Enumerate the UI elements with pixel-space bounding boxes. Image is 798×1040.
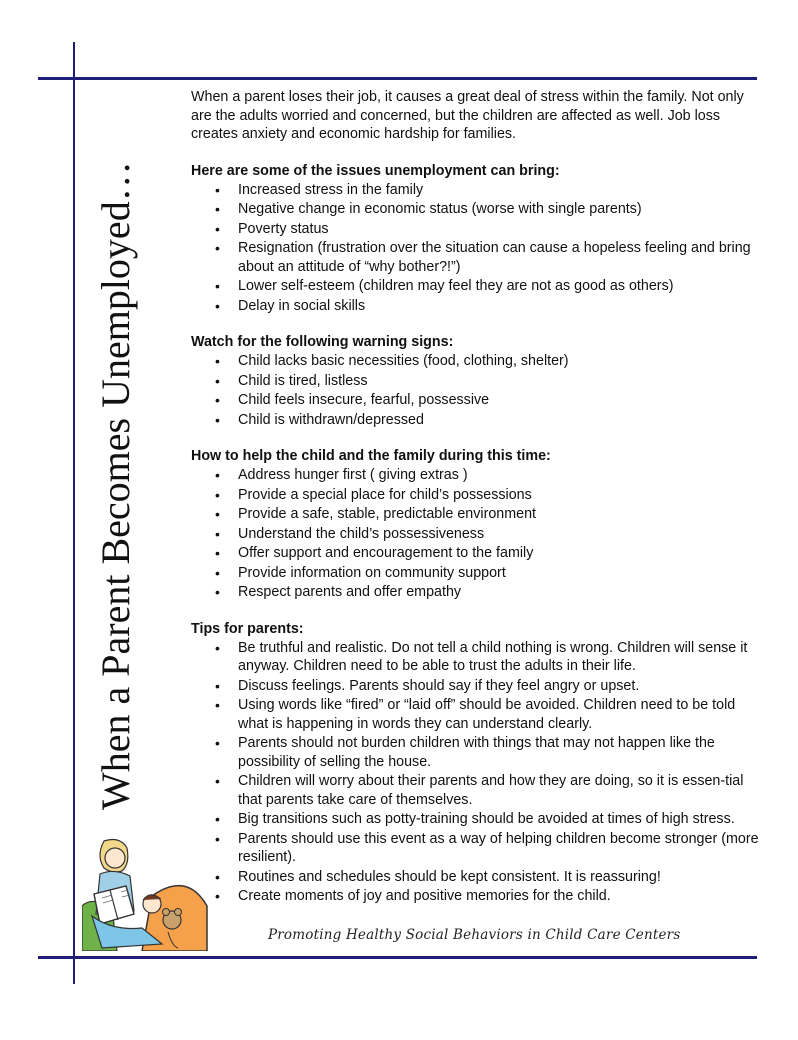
bullet-list (191, 466, 761, 602)
section-tips-for-parents (191, 620, 761, 906)
section-heading: How to help the child and the family during this time: (191, 448, 551, 464)
section-heading: Watch for the following warning signs: (191, 334, 454, 350)
section-issues (191, 162, 761, 316)
section-heading: Tips for parents: (191, 620, 304, 637)
section-warning-signs (191, 333, 761, 429)
list-item: • Children will worry about their parents and how they are doing, so it is essen-tial that parents take care of themselves. (191, 772, 761, 809)
sidebar-title: When a Parent Becomes Unemployed… (93, 161, 138, 810)
top-rule (38, 77, 757, 80)
list-item: • Provide information on community support (191, 564, 761, 583)
bullet-list (191, 181, 761, 316)
list-item: • Routines and schedules should be kept consistent. It is reassuring! (191, 868, 761, 887)
bullet-list (191, 639, 761, 906)
list-item: • Respect parents and offer empathy (191, 583, 761, 602)
list-item: • Increased stress in the family (191, 181, 761, 200)
list-item: • Address hunger first ( giving extras ) (191, 466, 761, 485)
section-heading: Here are some of the issues unemployment can bring: (191, 162, 560, 179)
list-item: • Negative change in economic status (worse with single parents) (191, 200, 761, 219)
intro-paragraph: When a parent loses their job, it causes a great deal of stress within the family. Not only are the adults worried and concerned, but the children are affected as well. Job loss creates anxiety and economic hardship for families. (191, 89, 744, 142)
section-how-to-help (191, 447, 761, 602)
list-item: • Provide a special place for child’s possessions (191, 486, 761, 505)
list-item: • Delay in social skills (191, 297, 761, 316)
main-content (191, 88, 761, 924)
list-item: • Lower self-esteem (children may feel they are not as good as others) (191, 277, 761, 296)
list-item: • Parents should not burden children with things that may not happen like the possibility of selling the house. (191, 734, 761, 771)
list-item: • Understand the child’s possessiveness (191, 525, 761, 544)
list-item: • Provide a safe, stable, predictable environment (191, 505, 761, 524)
vertical-rule (73, 42, 75, 984)
list-item: • Parents should use this event as a way of helping children become stronger (more resilient). (191, 830, 761, 867)
list-item: • Resignation (frustration over the situation can cause a hopeless feeling and bring about an attitude of “why bother?!”) (191, 239, 761, 276)
list-item: • Using words like “fired” or “laid off” should be avoided. Children need to be told what is happening in words they can understand clearly. (191, 696, 761, 733)
list-item: • Be truthful and realistic. Do not tell a child nothing is wrong. Children will sense it anyway. Children need to be able to trust the adults in their life. (191, 639, 761, 676)
list-item: • Discuss feelings. Parents should say if they feel angry or upset. (191, 677, 761, 696)
footer-tagline: Promoting Healthy Social Behaviors in Child Care Centers (268, 927, 681, 943)
list-item: • Child is withdrawn/depressed (191, 411, 761, 430)
parent-reading-clipart (82, 836, 210, 951)
list-item: • Child lacks basic necessities (food, clothing, shelter) (191, 352, 761, 371)
list-item: • Offer support and encouragement to the family (191, 544, 761, 563)
bottom-rule (38, 956, 757, 959)
list-item: • Big transitions such as potty-training should be avoided at times of high stress. (191, 810, 761, 829)
list-item: • Child is tired, listless (191, 372, 761, 391)
list-item: • Child feels insecure, fearful, possessive (191, 391, 761, 410)
list-item: • Poverty status (191, 220, 761, 239)
bullet-list (191, 352, 761, 429)
list-item: • Create moments of joy and positive memories for the child. (191, 887, 761, 906)
